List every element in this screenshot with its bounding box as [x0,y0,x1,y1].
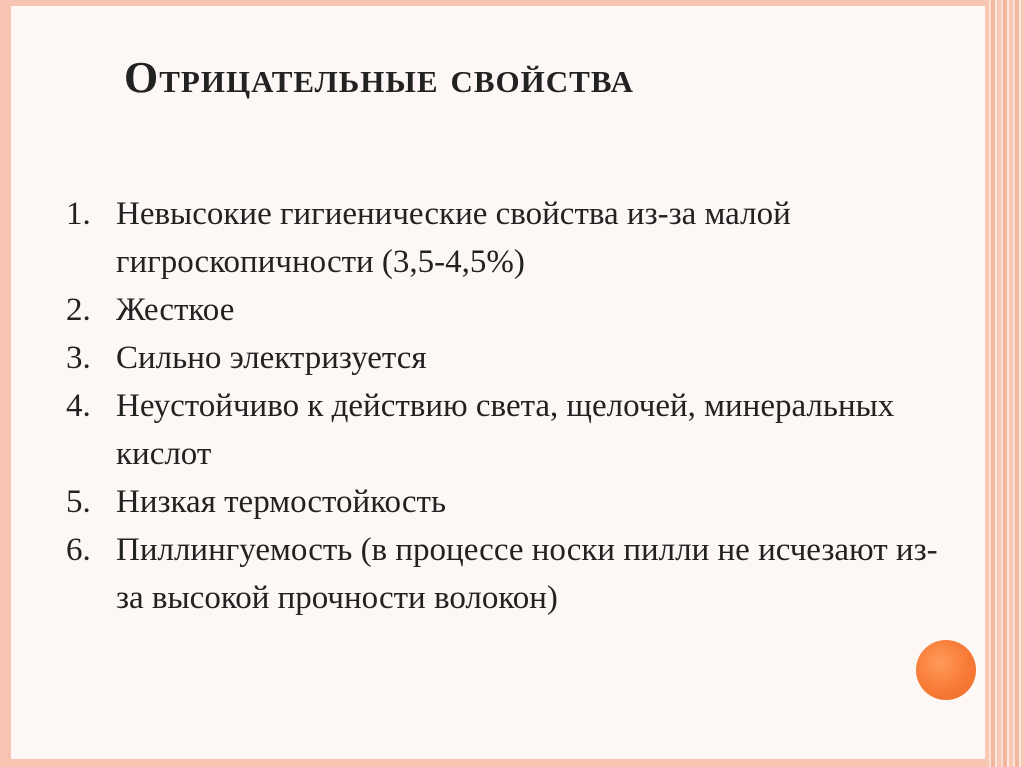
list-item-number: 5. [66,484,91,520]
frame-left-border [0,0,11,767]
list-item [66,526,946,622]
list-item [66,286,946,334]
list-item-text: Невысокие гигиенические свойства из-за малой гигроскопичности (3,5-4,5%) [116,196,791,280]
list-item-number: 6. [66,532,91,568]
properties-list [66,190,946,622]
list-item-number: 3. [66,340,91,376]
decorative-stripes [985,0,1024,767]
list-item [66,478,946,526]
list-item-number: 1. [66,196,91,232]
list-item-text: Сильно электризуется [116,340,427,376]
list-item-number: 4. [66,388,91,424]
list-item [66,190,946,286]
frame-bottom-border [0,759,985,767]
list-item-text: Неустойчиво к действию света, щелочей, минеральных кислот [116,388,895,472]
list-item-text: Низкая термостойкость [116,484,446,520]
list-item-text: Жесткое [116,292,235,328]
list-item [66,334,946,382]
list-item-number: 2. [66,292,91,328]
list-item-text: Пиллингуемость (в процессе носки пилли не исчезают из-за высокой прочности волокон) [116,532,938,616]
list-item [66,382,946,478]
slide-title: Отрицательные свойства [124,53,634,102]
orange-dot-icon [916,640,976,700]
